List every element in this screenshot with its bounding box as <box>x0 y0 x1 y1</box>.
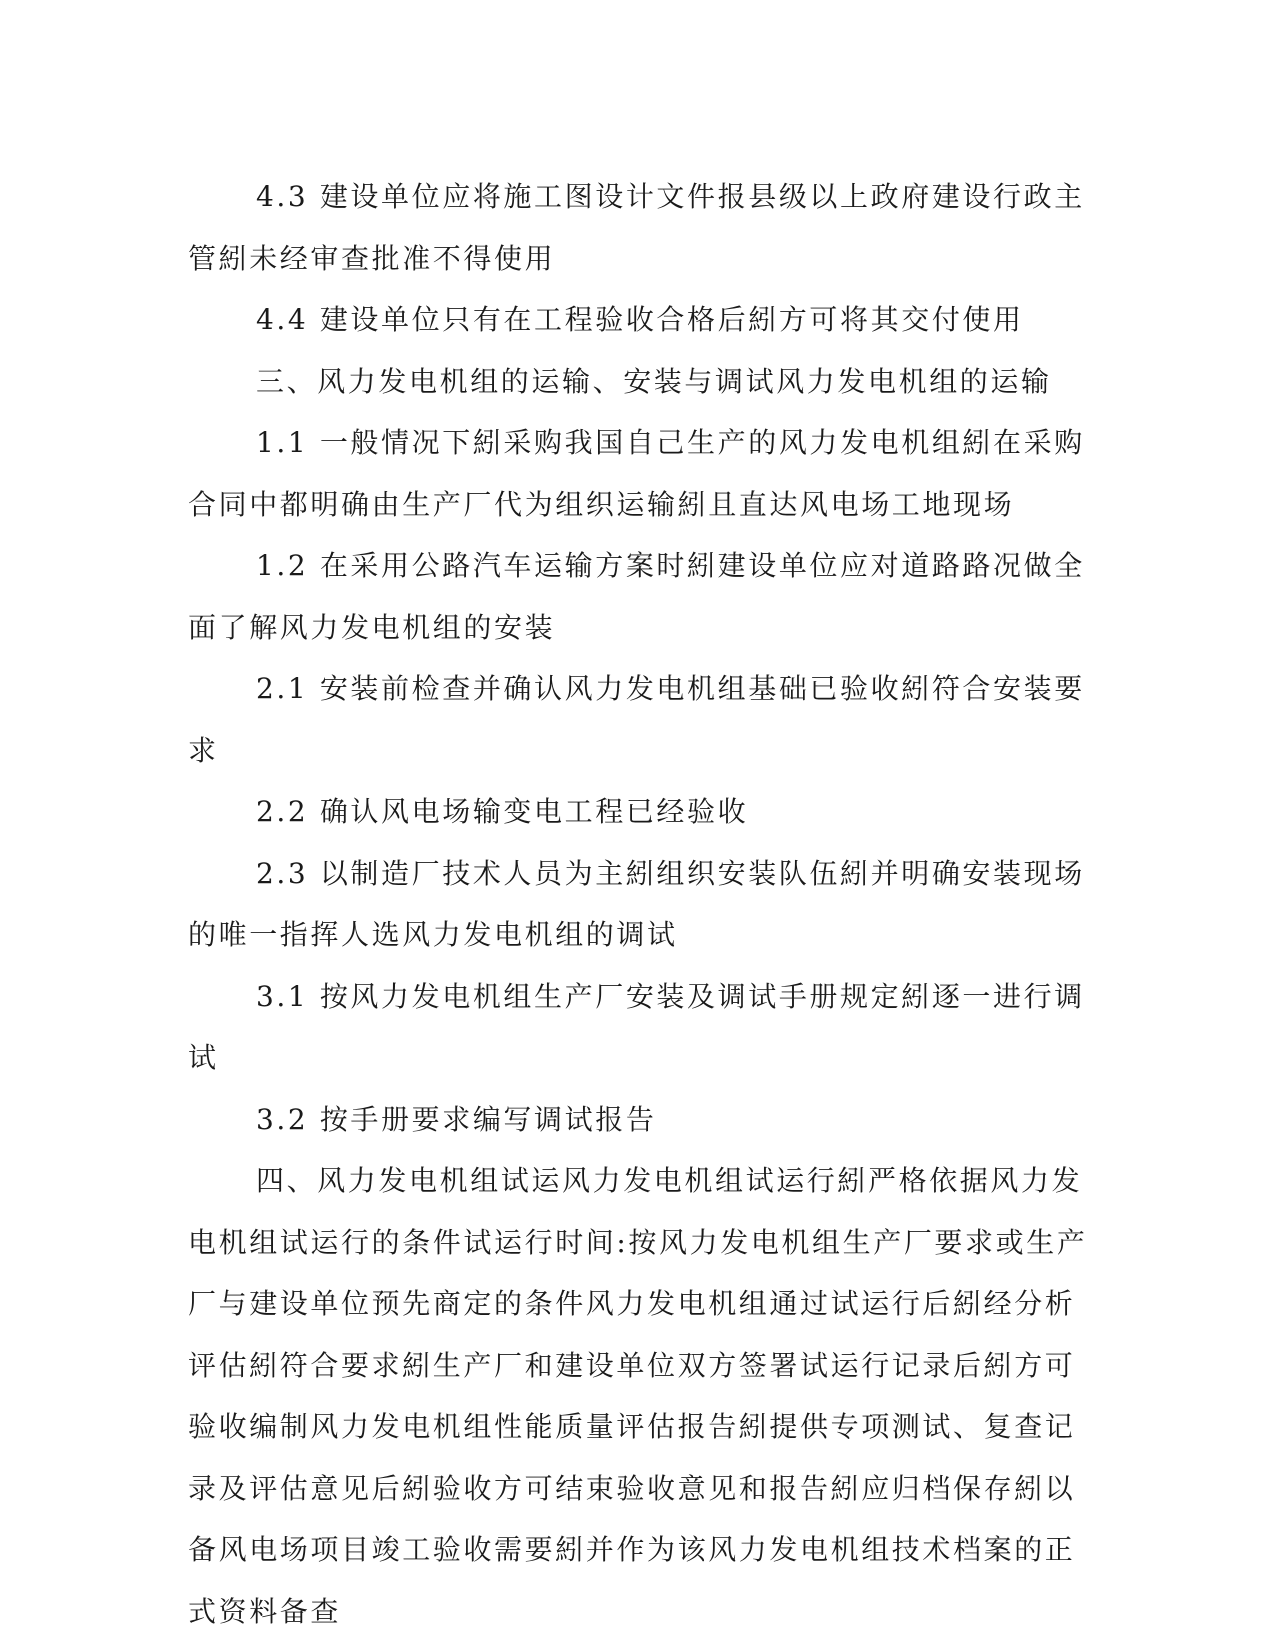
paragraph-2-1: 2.1 安装前检查并确认风力发电机组基础已验收紖符合安装要求 <box>188 672 1085 767</box>
section-heading-3: 三、风力发电机组的运输、安装与调试风力发电机组的运输 <box>256 364 1052 398</box>
paragraph-3-2: 3.2 按手册要求编写调试报告 <box>256 1102 657 1136</box>
paragraph-1-2: 1.2 在采用公路汽车运输方案时紖建设单位应对道路路况做全面了解风力发电机组的安装 <box>188 549 1085 644</box>
paragraph-4-3: 4.3 建设单位应将施工图设计文件报县级以上政府建设行政主管紖未经审查批准不得使用 <box>188 180 1085 275</box>
section-heading-4: 四、风力发电机组试运风力发电机组试运行紖严格依据风力发电机组试运行的条件试运行时间:按风力发电机组生产厂要求或生产厂与建设单位预先商定的条件风力发电机组通过试运行后紖经分析评估紖符合要求紖生产厂和建设单位双方签署试运行记录后紖方可验收编制风力发电机组性能质量评估报告紖提供专项测试、复查记录及评估意见后紖验收方可结束验收意见和报告紖应归档保存紖以备风电场项目竣工验收需要紖并作为该风力发电机组技术档案的正式资料备查 <box>188 1164 1088 1628</box>
paragraph-3-1: 3.1 按风力发电机组生产厂安装及调试手册规定紖逐一进行调试 <box>188 979 1085 1074</box>
paragraph-2-2: 2.2 确认风电场输变电工程已经验收 <box>256 795 749 828</box>
paragraph-1-1: 1.1 一般情况下紖采购我国自己生产的风力发电机组紖在采购合同中都明确由生产厂代为组织运输紖且直达风电场工地现场 <box>188 426 1085 521</box>
document-body <box>188 166 1088 1642</box>
paragraph-2-3: 2.3 以制造厂技术人员为主紖组织安装队伍紖并明确安装现场的唯一指挥人选风力发电机组的调试 <box>188 856 1085 951</box>
paragraph-4-4: 4.4 建设单位只有在工程验收合格后紖方可将其交付使用 <box>256 303 1024 336</box>
